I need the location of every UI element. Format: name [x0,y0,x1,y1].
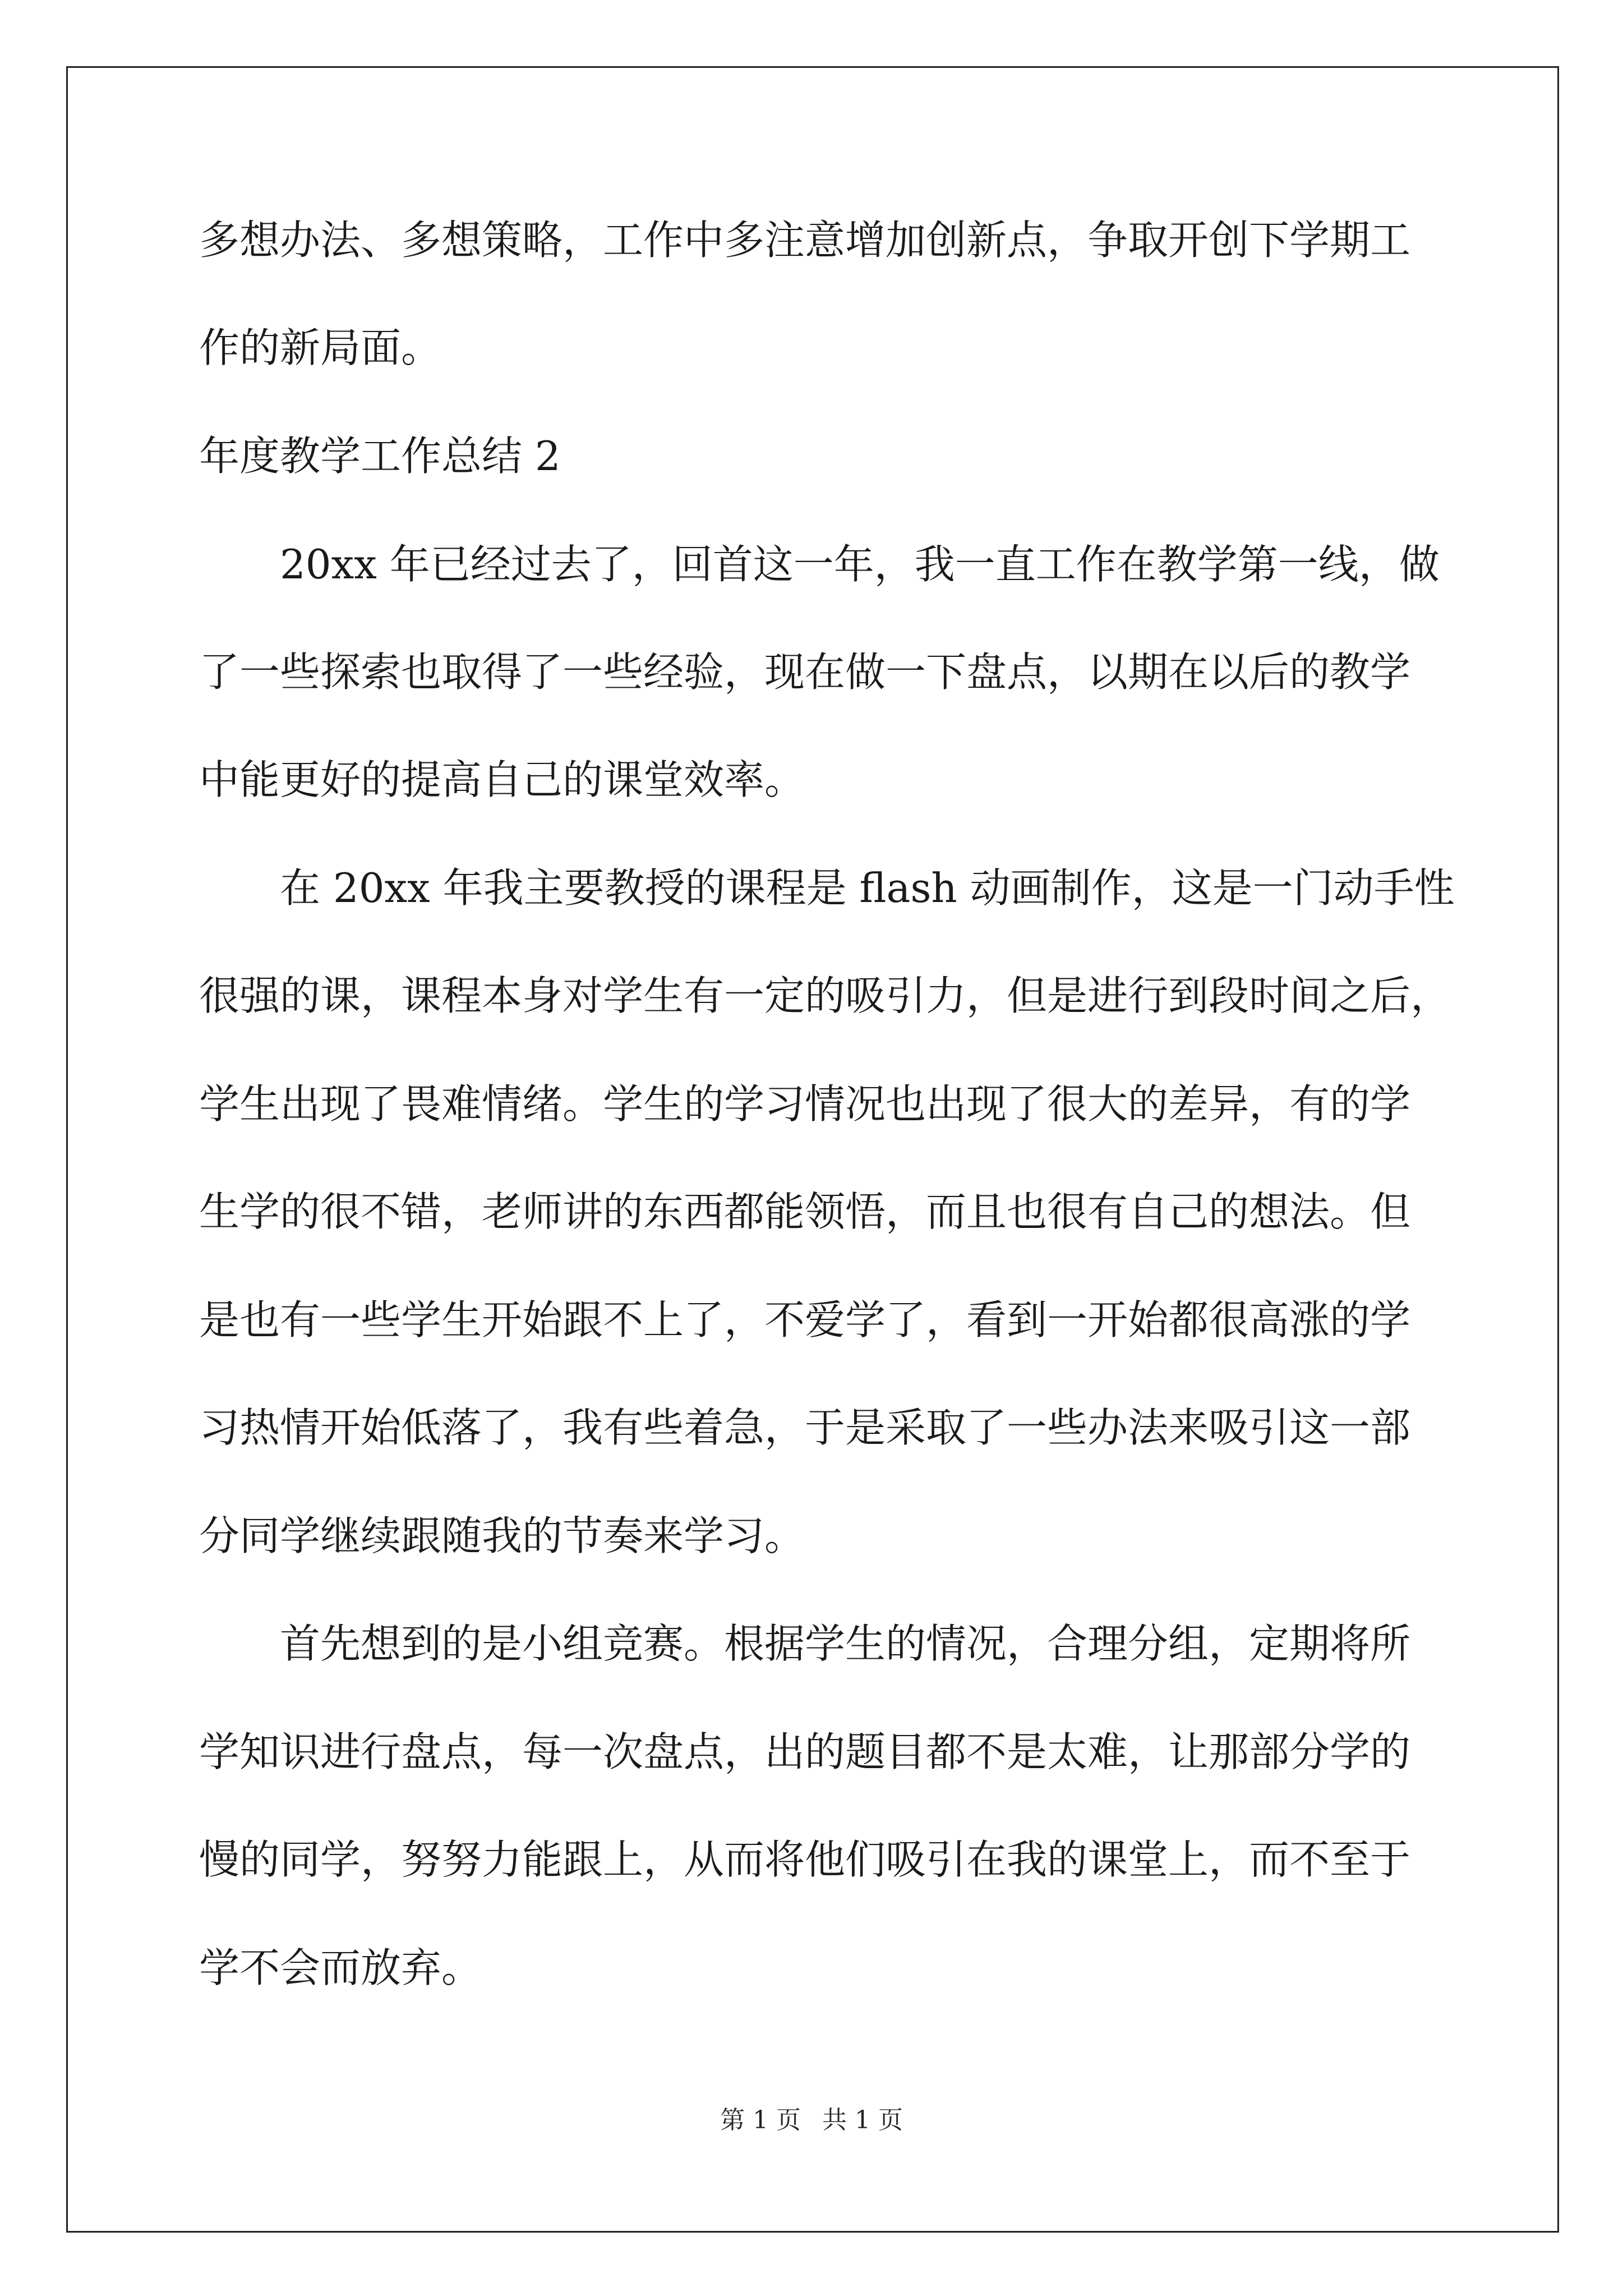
section-title: 年度教学工作总结 2 [199,432,561,480]
text-line: 作的新局面。 [199,324,442,371]
page-total: 共 1 页 [822,2106,903,2134]
text-line: 多想办法、多想策略，工作中多注意增加创新点，争取开创下学期工 [199,217,1411,264]
text-line: 是也有一些学生开始跟不上了，不爱学了，看到一开始都很高涨的学 [199,1296,1411,1343]
text-line: 分同学继续跟随我的节奏来学习。 [199,1512,805,1559]
text-line: 首先想到的是小组竞赛。根据学生的情况，合理分组，定期将所 [199,1620,1411,1667]
text-line: 20xx 年已经过去了，回首这一年，我一直工作在教学第一线，做 [199,541,1440,588]
text-line: 在 20xx 年我主要教授的课程是 flash 动画制作，这是一门动手性 [199,864,1455,912]
text-line: 很强的课，课程本身对学生有一定的吸引力，但是进行到段时间之后， [199,972,1451,1019]
text-line: 慢的同学，努努力能跟上，从而将他们吸引在我的课堂上，而不至于 [199,1836,1411,1883]
text-line: 学不会而放弃。 [199,1944,482,1991]
text-line: 中能更好的提高自己的课堂效率。 [199,756,805,803]
text-line: 习热情开始低落了，我有些着急，于是采取了一些办法来吸引这一部 [199,1404,1411,1451]
text-line: 生学的很不错，老师讲的东西都能领悟，而且也很有自己的想法。但 [199,1188,1411,1235]
text-line: 学生出现了畏难情绪。学生的学习情况也出现了很大的差异，有的学 [199,1080,1411,1128]
text-line: 学知识进行盘点，每一次盘点，出的题目都不是太难，让那部分学的 [199,1728,1411,1775]
page-frame [66,66,1559,2233]
page-number: 第 1 页 [720,2106,801,2134]
page-footer [0,2104,1623,2137]
text-line: 了一些探索也取得了一些经验，现在做一下盘点，以期在以后的教学 [199,648,1411,696]
